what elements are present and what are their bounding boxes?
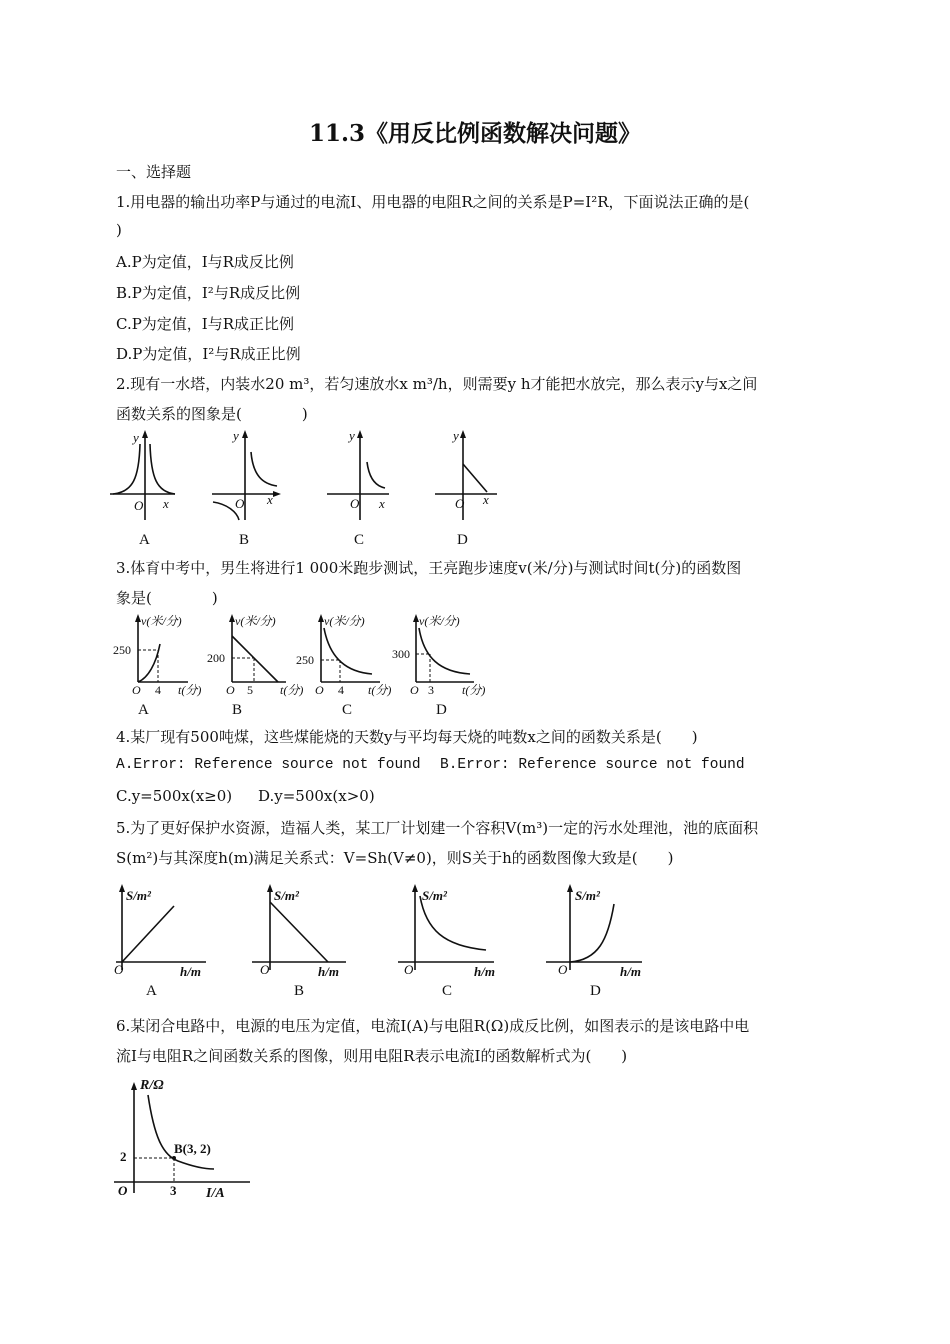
q3-label-d: D [436,702,447,718]
svg-text:4: 4 [338,683,344,697]
q2-label-b: B [239,532,250,548]
svg-text:x: x [163,496,169,511]
q5-label-c: C [442,983,453,999]
svg-text:O: O [114,962,124,977]
svg-text:O: O [226,683,235,697]
svg-text:t(分): t(分) [462,683,486,697]
svg-text:t(分): t(分) [368,683,392,697]
svg-text:S/m²: S/m² [575,888,600,903]
svg-text:O: O [350,496,360,511]
svg-text:300: 300 [392,647,410,661]
q3-graph-a [113,614,201,718]
svg-text:B(3, 2): B(3, 2) [174,1141,211,1156]
q3-graph-b [207,614,303,718]
q3-label-c: C [342,702,353,718]
q3-label-b: B [232,702,243,718]
svg-text:3: 3 [170,1183,177,1198]
svg-text:4: 4 [155,683,161,697]
q4-option-d: D.y=500x(x>0) [258,787,375,805]
q6-graph [110,1075,270,1205]
svg-text:v(米/分): v(米/分) [419,614,460,628]
q5-stem: 5.为了更好保护水资源，造福人类，某工厂计划建一个容积V(m³)一定的污水处理池，池的底面积 [116,819,759,837]
svg-text:O: O [260,962,270,977]
svg-text:O: O [404,962,414,977]
page-title: 11.3《用反比例函数解决问题》 [308,120,642,147]
svg-text:O: O [455,496,465,511]
q2-stem-2: 函数关系的图象是( ) [116,405,308,423]
svg-text:h/m: h/m [474,964,495,979]
q1-stem: 1.用电器的输出功率P与通过的电流I、用电器的电阻R之间的关系是P=I²R，下面说法正确的是( [116,193,750,211]
q1-option-a: A.P为定值，I与R成反比例 [116,253,294,271]
q5-label-a: A [146,983,157,999]
svg-text:250: 250 [296,653,314,667]
svg-text:R/Ω: R/Ω [140,1078,164,1093]
q4-option-b: B.Error: Reference source not found [440,757,745,773]
svg-text:y: y [233,428,239,443]
q3-stem: 3.体育中考中，男生将进行1 000米跑步测试，王亮跑步速度v(米/分)与测试时间t(分)的函数图 [116,559,742,577]
svg-text:h/m: h/m [318,964,339,979]
q1-stem-end: ) [116,221,122,239]
q2-graph-a [110,430,175,548]
svg-text:2: 2 [120,1149,127,1164]
svg-text:O: O [315,683,324,697]
q3-label-a: A [138,702,149,718]
svg-text:O: O [132,683,141,697]
svg-text:x: x [483,492,489,507]
q2-label-a: A [139,532,150,548]
svg-text:h/m: h/m [620,964,641,979]
q5-graph-b [252,884,346,999]
q6-stem: 6.某闭合电路中，电源的电压为定值，电流I(A)与电阻R(Ω)成反比例，如图表示的是该电路中电 [116,1017,750,1035]
svg-text:x: x [267,492,273,507]
svg-text:x: x [379,496,385,511]
svg-text:O: O [235,496,245,511]
q5-graphs [110,880,650,1005]
svg-text:y: y [453,428,459,443]
q4-stem: 4.某厂现有500吨煤，这些煤能烧的天数y与平均每天烧的吨数x之间的函数关系是( ) [116,728,698,746]
q1-option-d: D.P为定值，I²与R成正比例 [116,345,301,363]
svg-text:y: y [133,430,139,445]
q2-label-d: D [457,532,468,548]
svg-text:t(分): t(分) [178,683,202,697]
q2-graph-c [327,428,389,548]
svg-text:O: O [558,962,568,977]
q5-stem-2: S(m²)与其深度h(m)满足关系式：V=Sh(V≠0)，则S关于h的函数图像大致是( ) [116,849,674,867]
q5-graph-c [398,884,495,999]
q4-option-a: A.Error: Reference source not found [116,757,421,773]
svg-text:y: y [349,428,355,443]
q2-stem: 2.现有一水塔，内装水20 m³，若匀速放水x m³/h，则需要y h才能把水放完，那么表示y与x之间 [116,375,758,393]
q1-option-b: B.P为定值，I²与R成反比例 [116,284,301,302]
q3-graph-d [392,614,485,718]
svg-text:v(米/分): v(米/分) [235,614,276,628]
q1-option-c: C.P为定值，I与R成正比例 [116,315,295,333]
section-heading: 一、选择题 [116,163,192,181]
svg-text:v(米/分): v(米/分) [141,614,182,628]
q6-stem-2: 流I与电阻R之间函数关系的图像，则用电阻R表示电流I的函数解析式为( ) [116,1047,628,1065]
q3-graph-c [296,614,391,718]
q5-graph-a [114,884,206,999]
svg-text:250: 250 [113,643,131,657]
q2-graph-d [435,428,497,548]
q2-graphs [105,428,515,553]
svg-text:h/m: h/m [180,964,201,979]
q3-stem-2: 象是( ) [116,589,218,607]
svg-text:S/m²: S/m² [422,888,447,903]
svg-text:O: O [410,683,419,697]
svg-text:t(分): t(分) [280,683,304,697]
q5-label-b: B [294,983,305,999]
svg-text:S/m²: S/m² [126,888,151,903]
q5-graph-d [546,884,642,999]
q5-label-d: D [590,983,601,999]
svg-text:O: O [134,498,144,513]
q2-graph-b [212,428,281,548]
q2-label-c: C [354,532,365,548]
svg-text:3: 3 [428,683,434,697]
svg-text:5: 5 [247,683,253,697]
svg-text:I/A: I/A [206,1186,225,1201]
q3-graphs [110,610,490,720]
svg-text:v(米/分): v(米/分) [324,614,365,628]
svg-text:200: 200 [207,651,225,665]
svg-text:O: O [118,1183,128,1198]
q4-option-c: C.y=500x(x≥0) [116,787,233,805]
svg-text:S/m²: S/m² [274,888,299,903]
